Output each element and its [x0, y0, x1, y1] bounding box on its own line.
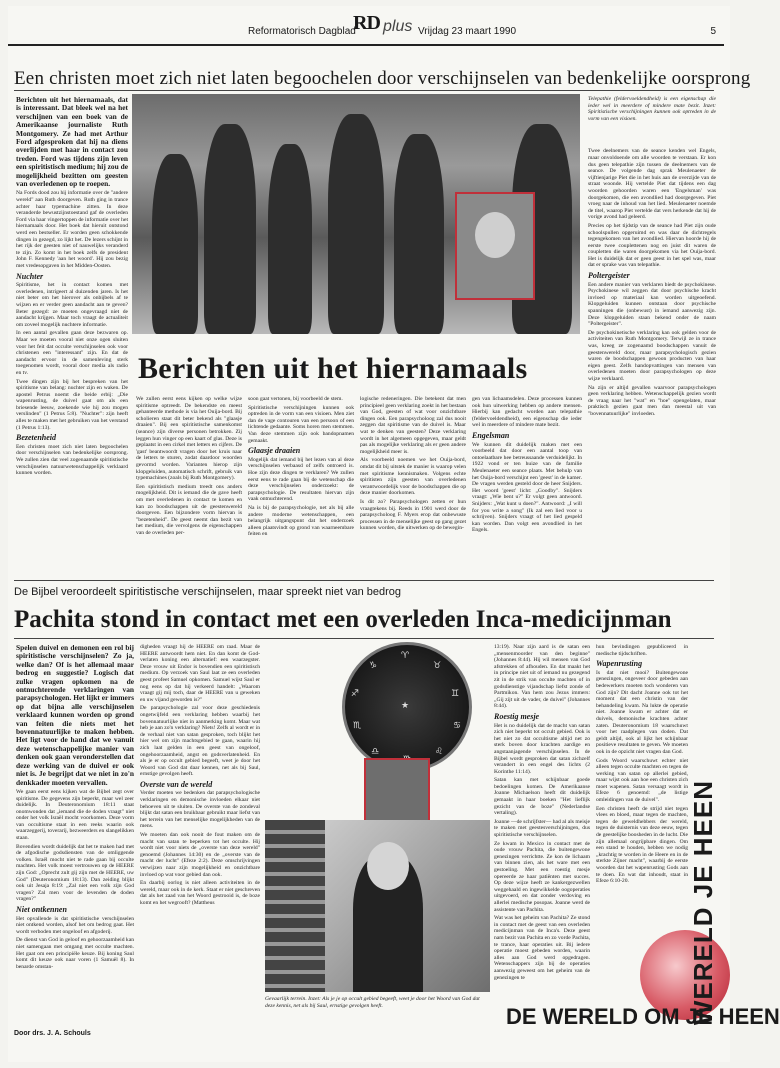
hier-col-b4: Na is bij de parapsychologie, net als bij alle andere moderne wetenschappen, een belangrijk uitgangspunt dat het onderzoek alleen plaatsvindt op grond van waarneembare feiten en: [248, 504, 354, 538]
pachita-column-4: [596, 644, 688, 884]
man-with-glasses-photo: [265, 820, 490, 992]
right-body2: Precies op het tijdstip van de seance had Piet zijn oude schoolspullen opgeruimd en was daar de dichtregels tegengekomen van het avondlied. Hiervan hoorde hij de eerste twee couplettenen nog en juist dit waren de coupletten die waren doorgekomen via het Ouija-bord. Het is duidelijk dat er geen geest in het spel was, maar dat er sprake was van telepathie.: [588, 222, 716, 269]
pachita-col1-ontkennen: Het opvallende is dat spiritistische verschijnselen niet ontkend worden, alsof het om bedrog gaat. Het wordt verboden met ongeloof en afgoderij.: [16, 915, 134, 935]
hier-column-c: [360, 396, 466, 576]
hier-col-d2: We kunnen dit duidelijk maken met een voorbeeld dat door een aantal toop van ontoelaatbare hee betreussaande verduidelijkt. In 1922 vond er ten huize van de familie Meulenaeter een seance plaats. Met behulp van het Ouija-bord verschijnt een 'geest' in de kamer. De vragen werden gesteld door de heer Snijders. Het woord 'geest' licht: „Goodby". Snijders vraagt: „Wie bent u?" Er volgt geen antwoord. Snijders: „Wat kunt u doen?". Antwoord: „I will for you write a song" (Ik zal een lied voor u schrijven). Snijders vraagt of het lied gespeld kan worden. Dan volgt een avondlied in het Engels.: [472, 441, 582, 534]
logo-vertical-text: WERELD JE HEEN: [688, 780, 718, 1026]
paper-name: Reformatorisch Dagblad: [248, 26, 356, 37]
pachita-kicker: De Bijbel veroordeelt spiritistische verschijnselen, maar spreekt niet van bedrog: [14, 586, 402, 598]
pachita-col3-body: 13:19). Naar zijn aard is de satan een „mensenmoorder van den beginne" (Johannes 8:44). Hij wil mensen van God afstrekken of afhouden. En dat maakt het in principe niet uit of iemand nu gezegend zit in de strik van occulte machten of in godsdienstige vijandschap liefst zonde of Partmikon. Van hem zou Jezus immers: „Gij zijt uit de vader, de duivel" (Johannes 8:44).: [494, 644, 590, 710]
pachita-col4-wapen: Is dat niet mooi? Buitengewone genezingen, ongeveer door gebeden aan bedewerkers moeten toch wonderen van God zijn? Dit dacht Joanne ook tot het moment dat een christin van der behandeling kwam. Na lukte de operatie niet. Joanne kwam er achter dat er duivels, demonische krachten achter zaten. Deuteronomium 18 waarschuwt voor het raadplegen van doden. Dat geldt altijd, ook al lijkt het schijnbaar positieve resultaten te geven. We moeten ook in de opzicht niet vragen dan God.: [596, 669, 688, 755]
top-column-1: [16, 96, 128, 576]
hier-column-a: [136, 396, 242, 576]
pachita-col3-roestig2: Satan kan met schijnbaar goede bedoelingen komen. De Amerikaanse Joanne Michaelson heeft dit duidelijk gemaakt in haar boeken "Het lieflijk gezicht van de boze" (Nederlandse vertaling).: [494, 777, 590, 817]
top-col1-nuchter: Spiritisme, het in contact komen met overledenen, intrigeert al duizenden jaren. Is het niet beter om het hierover als onbijbels af te wijzen en er verder geen aandacht aan te geven? Beter gezegd: ze moeten ongevraagd niet de aandacht krijgen. Maar toch vraagt de actualiteit om zoveel mogelijk nuchtere informatie.: [16, 282, 128, 328]
hier-col-b: soon gaat vertonen, bij voorbeeld de stem.: [248, 396, 343, 402]
masthead-rule: [8, 44, 724, 46]
pachita-col1-body2: Bovendien wordt duidelijk dat het te maken had met de afgodische godsdiensten van de omliggende volken. Israël mocht niet te rade gaan bij occulte machten. Het volk moest vertrouwen op de HEERE zijn God: „Oprecht zult gij zijn met de HEERE, uw God" (Deuteronomium 18:13). Dan zeiding blijkt ook uit Jesaja 8:19: „Zal niet een volk zijn God vragen? Zal men voor de levenden de doden vragen?": [16, 843, 134, 903]
hier-column-d: [472, 396, 582, 576]
pachita-caption: Gevaarlijk terrein. Inzet: Als je je op occult gebied begeeft, weet je door het Woord van God dat deze kennis, net als bij Saul, ernstige gevolgen heeft.: [265, 996, 480, 1009]
subhead-niet-ontkennen: Niet ontkennen: [16, 905, 67, 914]
hier-col-c2: Als voorbeeld noemen we het Ouija-bord, omdat dit bij uitstek de manier is waarop velen met spiritisme kennismaken. Volgens echte spiritisten zijn geesten van overledenen verantwoordelijk voor de boodschappen die op deze manier doorkomen.: [360, 457, 466, 497]
logo-horizontal-text: DE WERELD OM JE HEEN: [506, 1004, 780, 1029]
pachita-col3-roestig5: Wat was het geheim van Pachita? Ze stond in contact met de geest van een overleden medicijnman van de Inca's. Deze geest nam bezit van Pachita en zo vorde Pachita, te trance, haar operaties uit. Bij iedere operatie moest gebeden worden, waarin alles aan God werd opgedragen. Wetenschappers zijn bij de operaties aanwezig geweest om het geheim van de genezingen te: [494, 915, 590, 981]
pachita-column-2: [140, 644, 260, 1024]
inset-photo-man: [455, 192, 535, 300]
pachita-col2-overste: Verder moeten we bedenken dat parapsychologische verklaringen en demonische invloeden elkaar niet behoeven uit te sluiten. De overste van de zondeval blijkt dat satan een bruikbaar gebruikt maar liefst van het terrein van het menselijke mogelijkheden van de mens.: [140, 790, 260, 830]
zodiac-wheel-photo: ♈ ♉ ♊ ♋ ♌ ♎ ♏ ♐ ♑ ★: [342, 642, 472, 772]
hiernamaals-title: Berichten uit het hiernamaals: [138, 352, 528, 385]
pachita-col2-overste2: We moeten dan ook nooit de fout maken om de macht van satan te beperken tot het occulte. Hij wordt niet voor niets de „overste van deze wereld" genoemd (Johannes 14:30) en de „overste van de macht der lucht" (Efeze 2:2). Deze omschrijvingen verwijzen naar zijn mogelijkheid en onzichtbare invloed op wat voor gebied dan ook.: [140, 832, 260, 878]
pachita-col2-overste3: En daarbij oorlog is niet alleen activiteiten in de wereld, maar ook in de kerk. Staat er niet geschreven dat als het zaad van het Woord gestrooid is, de boze komt en het wegrooft? (Mattheus: [140, 880, 260, 906]
hier-col-c3: Is dit zo? Parapsychologen zetten er hun vraagtekens bij. Reeds in 1901 werd door de parapsycholoog F. Myers erop dat onbewuste processen in de menselijke geest op gang gezet kunnen worden, die uitwerken op de bewegin-: [360, 498, 466, 532]
byline: Door drs. J. A. Schouls: [14, 1030, 91, 1037]
right-polter2: De psychokinetische verklaring kan ook gelden voor de activiteiten van Ruth Montgomery. Terwijl ze in trance was, kreeg ze zogenaamd boodschappen vanuit de geestenwereld door, maar parapsychologisch gezien waren de boodschappen gewoon producten van haar eigen geest. Zelfs handopvattingen van mensen van overledenen moeten door parapsychologen op deze wijze verklaard.: [588, 329, 716, 382]
telepathie-caption: Telepathie (feldervoeldendheid) is een eigenschap die ieder wel in meerdere of mindere mate bezit. Inzet: Spiritistische verschijningen kunnen ook optreden in de vorm van een visioen.: [588, 96, 716, 122]
top-col1-nuchter3: Twee dingen zijn bij het bespreken van het spiritisme van belang: nuchter zijn en waken. De apostel Petrus noemt die beide erbij: „Die wapenrusting, de duivel gaat om als een briesende leeuw, zoekende wie hij zou mogen verslinden" (1 Petrus 5:8). "Nuchter": zijn heeft alles te maken met het gebruiken van het verstand (1 Petrus 1:13).: [16, 378, 128, 431]
page-number: 5: [710, 26, 716, 37]
top-col1-body: Na Fords dood zou hij informatie over de "andere wereld" aan Ruth doorgeven. Ruth ging in trance achter haar typemachine zitten. In deze veranderde bewustzijnstoestand gaf de overleden Ford via haar vingertoppen de informatie over het hiernamaals door. Het boek dat hieruit ontstond werd een bestseller. Er worden geen schokkende dingen in gezegd, zo lijkt het. De lezers schijnt in het rijk der geesten niet of nauwelijks veranderd te zijn. Zo komt in het boek zelfs de president John F. Kennedy 'aan het woord'. Hij zou bezig met vredesopgaven in het Midden-Oosten.: [16, 190, 128, 269]
issue-date: Vrijdag 23 maart 1990: [418, 26, 517, 37]
pachita-col2-body: digheden vraagt hij de HEERE om raad. Maar de HEERE antwoordt hem niet. En dan komt de God-verlaten koning een alternatief: een waarzegster. Deze vrouw uit Endor is bovendien een spiritistisch medium. Op verzoek van Saul laat ze een overleden geest profeet Samuel opkomen. Samuel wijst Saul er nog eens op dat hij verkeerd handelt: „Waarom vraagt gij mij toch, daar de HEERE van u geweken en uw vijand geworden is?": [140, 644, 260, 703]
section-rule: [14, 580, 714, 581]
hier-column-b: [248, 396, 354, 576]
subhead-bezetenheid: Bezetenheid: [16, 433, 56, 443]
right-body: Twee deelnemers van de seance kenden wel Engels, maar onvoldoende om alle woorden te verstaan. Er kon dus geen telepathie zijn tussen de deelnemers van de seance. De volgende dag sprak Meulenaeter de vijftienjarige Piet die in het huis aan de overzijde van de straat woonde. Hij vertelde Piet dat tijdens een dag woorden gehoorden waren een 'Engelsman' was doorgekomen, die een avondlied had doorgegeven. Piet vroeg naar de inhoud van het lied. Meulenaeter noemde de titel, waarop Piet vertelde dat vers herkende dat hij de vorige avond had geleerd.: [588, 148, 716, 221]
subhead-glaasje: Glaasje draaien: [248, 446, 301, 456]
pachita-col3-roestig: Het is no duidelijk dat de macht van satan zich niet beperkt tot occult gebied. Ook is het niet zo dat occultisme altijd net zo sterk boven door krachten aardige en angstaanjagende verschijnselen. In de Bijbel wordt gesproken dat satan zichzelf verandert in een engel des lichts (2 Korinthe 11:14).: [494, 722, 590, 775]
pachita-column-1: [16, 644, 134, 1024]
pachita-col4-wapen3: Een christen heeft de strijd niet tegen vlees en bloed, maar tegen de machten, tegen de geweldhebbers der wereld, tegen de duisternis van deze eeuw, tegen de geestelijke boosheden in de lucht. Die zijn allemaal ongrijpbare dingen. Om een stand te houden, hebben we nodig „krachtig te worden in de Heere en in de sterkte Zijner macht", waarbij de eerste woorden dat het wapenrusting Gods aan te doen. En wat dat inhoudt, staat in Efeze 6:10-20.: [596, 805, 688, 885]
right-polter3: Na zijn er altijd gevallen waarvoor parapsychologen geen verklaring hebben. Wetenschappelijk gezien wordt de vraag naar het "wat" en "hoe" opengelaten, maar praktisch gezien gaat men dan meestal uit van "bovennatuurlijke" invloeden.: [588, 384, 716, 417]
right-polter: Een andere manier van verklaren biedt de psychokinese. Psychokinese wil zeggen dat door psychische kracht invloed op materiaal kan worden uitgeoefend. Klopgeluiden kunnen ontstaan door psychische spanningen die (onbewust) in iemand aanwezig zijn. Deze klopgeluiden staan bekend onder de naam "Poltergeister".: [588, 281, 716, 328]
headline-rule: [14, 90, 714, 91]
subhead-nuchter: Nuchter: [16, 271, 44, 281]
rd-plus-logo: plus: [383, 18, 413, 35]
hier-col-c: logische redeneringen. Die betekent dat men principieel geen verklaring zoekt in het bestaan van God, geesten of wat voor onzichtbare dingen ook. Een parapsycholoog zal dus nooit zeggen dat spiritisme van de duivel is. Maar wat te denken van geesten? Deze verklaring wordt in het algemeen opgegeven, maar geldt pas als mogelijke verklaring als er geen andere mogelijkheid meer is.: [360, 396, 466, 455]
top-intro: Berichten uit het hiernamaals, dat is interessant. Dat bleek wel na het verschijnen van een boek van de Amerikaanse journaliste Ruth Montgomery. Ze had met Arthur Ford afgesproken dat hij na diens overlijden met haar in contact zou treden. Ford was tijdens zijn leven een spiritistisch medium; hij zou de mogelijkheid bezitten om geesten van overledenen op te roepen.: [16, 95, 128, 189]
top-column-right: [588, 96, 716, 576]
hier-col-a: We zullen eerst eens kijken op welke wijze spiritisme optreedt. De bekendste en meest gehanteerde methode is via het Ouija-bord. Bij scholieren staat dit beter bekend als "glaasje draaien". Bij een spiritistische samenkomst (seance) zijn diverse personen betrokken. Zij leggen hun vinger op een kaart of glas. Deze is geplaatst in een cirkel met letters en cijfers. De 'gast' beantwoordt vragen door het kruis naar de letters te sturen, zodat daardoor woorden gevormd worden. Varianten hierop zijn klopgeluiden, automatisch schrift, gebruik van typemachines (zoals bij Ruth Montgomery).: [136, 396, 242, 482]
subhead-engelsman: Engelsman: [472, 430, 510, 440]
subhead-wapenrusting: Wapenrusting: [596, 659, 643, 669]
pachita-col3-roestig3: Joanne —de schrijfster— had al als meisje te maken met geestesverschijningen, dus spiritistische verschijnselen.: [494, 818, 590, 839]
subhead-overste: Overste van de wereld: [140, 779, 213, 789]
masthead: [8, 12, 724, 42]
pachita-intro: Spelen duivel en demonen een rol bij spiritistische verschijnselen? Zo ja, welke dan? Of is het allemaal maar bedrog en suggestie? Logisch dat zulke vragen opkomen na de ontnuchterende verklaringen van parapsychologen. Het lijkt er immers op dat bijna alle verschijnselen verklaard kunnen worden op grond van feiten die niets met het bovennatuurlijke te maken hebben. Het ligt voor de hand dat we vanuit deze wetenschappelijke manier van denken ook gaan veronderstellen dat deze werking van de duivel er ook niet is. Je begrijpt dat we niet in zo'n denkkader moeten vervallen.: [16, 643, 134, 787]
pachita-column-3: [494, 644, 590, 1024]
pachita-title-rule: [14, 638, 714, 639]
pachita-title: Pachita stond in contact met een overleden Inca-medicijnman: [14, 606, 672, 633]
subhead-roestig: Roestig mesje: [494, 711, 540, 721]
rd-logo: RD: [353, 12, 380, 34]
hier-col-b3: Mogelijk dat iemand bij het lezen van al deze verschijnselen verbaasd of zelfs ontroerd is. Hoe zijn deze dingen te verklaren? We zullen eerst eens te rade gaan bij de wetenschap die deze verschijnselen onderzoekt: de parapsychologie. De resultaten hiervan zijn vaak ontnuchterend.: [248, 456, 354, 503]
hier-col-b2: Spiritistische verschijningen kunnen ook optreden in de vorm van een visioen. Men ziet dan de vage contouren van een persoon of een lichtende gedaante. Soms horen men stemmen. Van deze stemmen zijn ook bandopnamen gemaakt.: [248, 404, 354, 444]
pachita-col4-wapen2: Gods Woord waarschuwt echter niet alleen tegen occulte machten en tegen de werking van satan op allerlei gebied, maar wijst ook aan hoe een christen zich moet wapenen. Satan versaagt wordt in Efeze 6 genoemd: „de listige omleidingen van de duivel".: [596, 757, 688, 804]
top-headline: Een christen moet zich niet laten begoochelen door verschijnselen van bedenkelijke oorsprong: [14, 68, 751, 89]
pachita-col3-roestig4: Ze kwam in Mexico in contact met de oude vrouw Pachita, die buitengewone genezingen verrichtte. Ze kon de lichaam van binnen zien, als het ware met een gestoeling. Met een roestig mesje opereerde ze haar patiënten met succes. Op deze wijze heeft ze kankergezwellen weggehaald en ingewikkelde oogoperaties uitgevoerd, en dat zonder verdoving en allerlei medische posopas. Joanne werd de assistente van Pachita.: [494, 840, 590, 913]
top-col1-nuchter2: In een aantal gevallen gaan deze bezwaren op. Maar we moeten vooral niet onze ogen sluiten voor het feit dat occulte verschijnselen ook voor christenen een "interessant" zijn. En dat de aandacht ervoor in de samenleving sterk toegenomen wordt, vooral door media als radio en tv.: [16, 330, 128, 376]
pachita-col1-ontkennen2: De dienst van God in geloof en gehoorzaamheid kan niet samengaan met omgang met occulte machten. Het gaat om een principiële keuze. Bij koning Saul komt dit keuze ook naar voren (1 Samuël 8). In benarde omstan-: [16, 937, 134, 970]
pachita-col2-body2: De parapsychologie zal voor deze geschiedenis ongetwijfeld een verklaring hebben waarbij het bovennatuurlijke niet in aanmerking komt. Maar wat heb je aan zo'n verklaring? Niets! Zelfs al wordt er in de verhaal niet van satan gesproken, toch blijkt het hier wel om zijn machtsgebied te gaan, waarin hij zich laat gelden in een geest van ongeloof, ongehoorzaamheid, angst en godsverlatenheid. En als je er op occult gebied begeeft, weet je door het Woord van God dat daar kennen, net als bij Saul, ernstige gevolgen heeft.: [140, 705, 260, 778]
pachita-col1-body: We gaan eerst eens kijken wat de Bijbel zegt over spiritisme. De gegevens zijn beperkt, maar wel zeer duidelijk. In Deuteronomium 18:11 staat onomwonden dat „iemand die de doden vraagt" niet onder het volk Israël mocht voorkomen. Deze vorm van occultisme staat in een reeks waarin ook waarzeggerij, toverarij, bezweerders en slangelikken staan.: [16, 788, 134, 842]
inset-photo-hand: [364, 758, 430, 826]
pachita-col4-body: hun bevindingen gepubliceerd in medische tijdschriften.: [596, 644, 688, 657]
subhead-poltergeister: Poltergeister: [588, 271, 630, 281]
top-col1-bezetenheid: Een christen moet zich niet laten begoochelen door verschijnselen van bedenkelijke oorsprong. We zullen zien dat veel zogenaamde spiritistische verschijnselen natuurwetenschappelijk verklaard kunnen worden.: [16, 443, 128, 477]
hier-col-d: gen van lichaamsdelen. Deze processen kunnen ook hun uitwerking hebben op andere mensen. Hierbij kan gedacht worden aan telepathie (feldervoeldendheid), een eigenschap die ieder wel in meerdere of mindere mate bezit.: [472, 396, 582, 429]
hier-col-a2: Een spiritistisch medium treedt ons anders mogelijkheid. Dit is iemand die de gave heeft om met overledenen in contact te komen en kan zo boodschappen uit de geestenwereld doorgeven. Een bijzondere vorm hiervan is "bezetenheid". De geest neemt dan bezit van het medium, die vervolgens de eigenschappen van de overleden per-: [136, 483, 242, 536]
